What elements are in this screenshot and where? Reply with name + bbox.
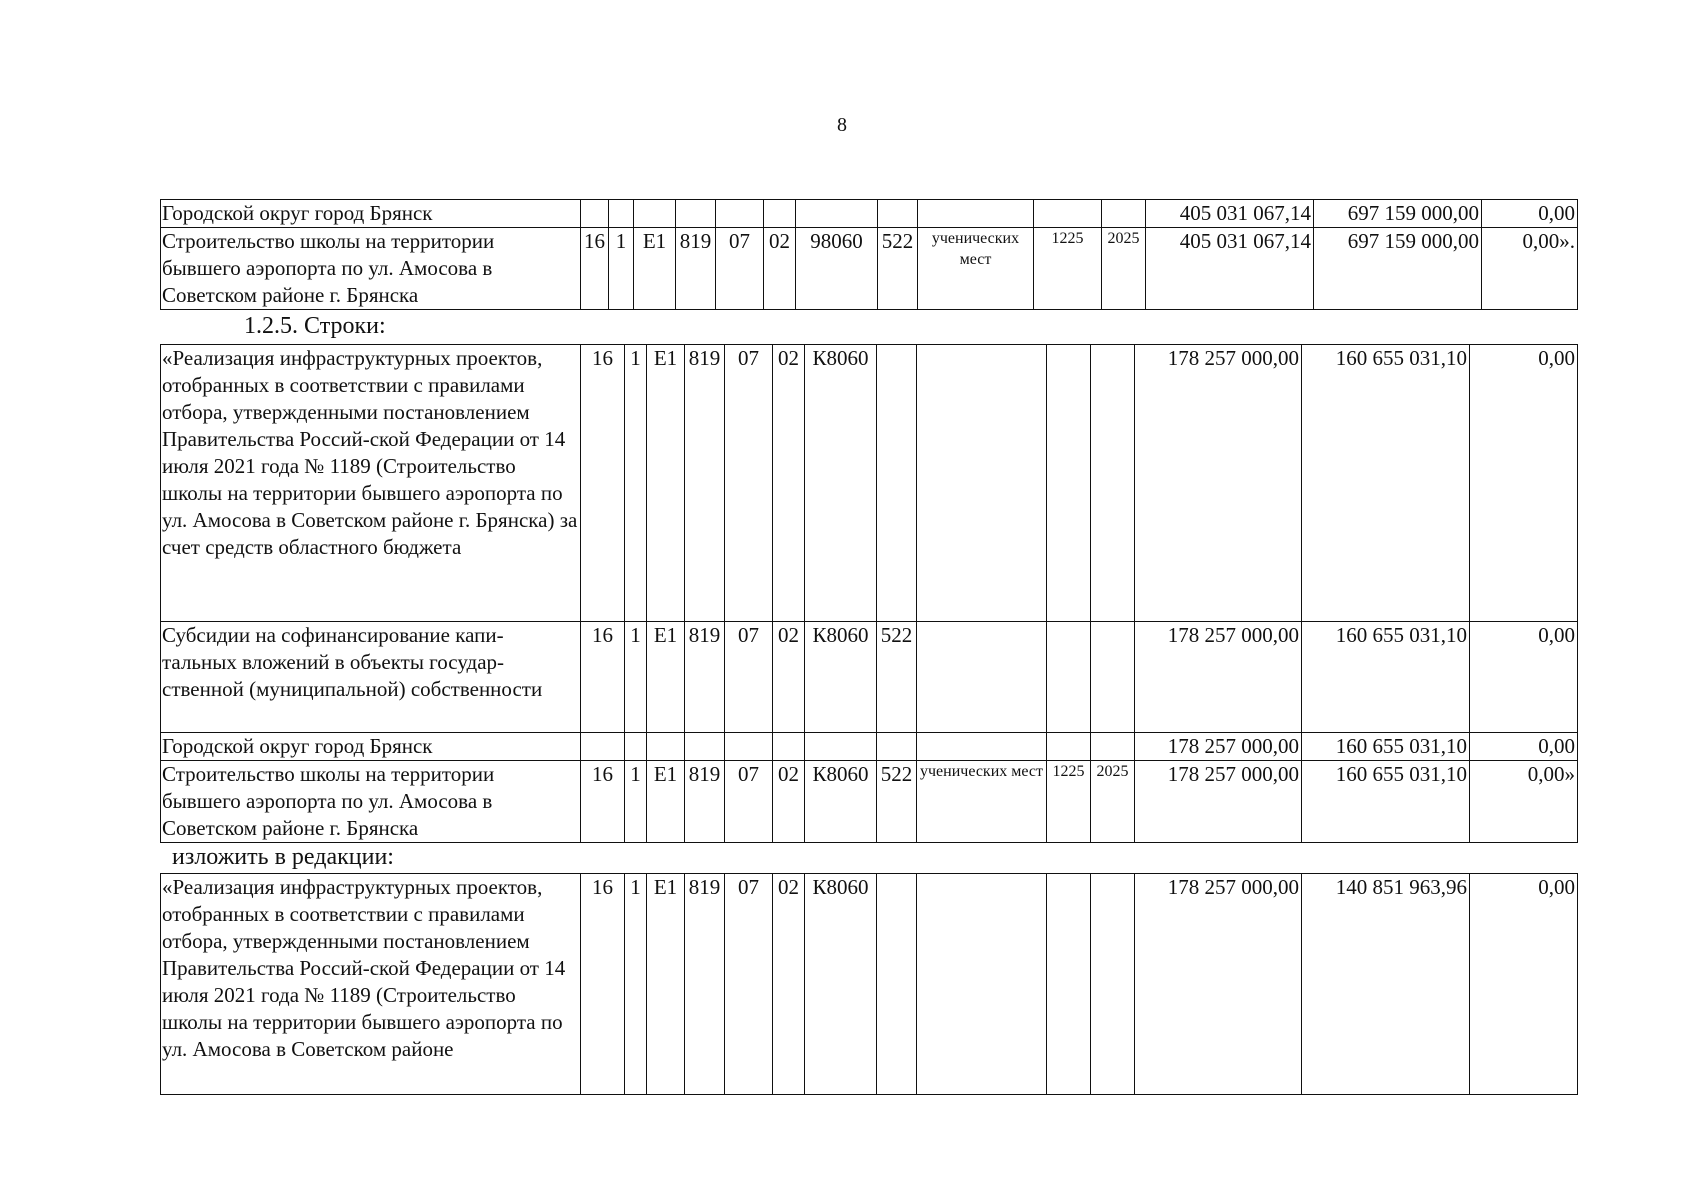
code-cell: Е1 — [634, 228, 676, 310]
row-name: Городской округ город Брянск — [161, 733, 581, 761]
page-number: 8 — [837, 114, 847, 136]
code-cell: 819 — [685, 345, 725, 622]
year-cell — [1091, 622, 1135, 733]
amount-cell: 405 031 067,14 — [1146, 228, 1314, 310]
amount-cell: 697 159 000,00 — [1314, 200, 1482, 228]
code-cell: 522 — [877, 761, 917, 843]
table-row — [161, 761, 1578, 843]
amount-cell: 160 655 031,10 — [1302, 345, 1470, 622]
code-cell: 819 — [685, 761, 725, 843]
code-cell: К8060 — [805, 874, 877, 1095]
code-cell: 07 — [725, 874, 773, 1095]
unit-cell: ученических мест — [918, 228, 1034, 310]
code-cell — [725, 733, 773, 761]
amount-cell: 160 655 031,10 — [1302, 733, 1470, 761]
code-cell — [634, 200, 676, 228]
capacity-cell — [1047, 733, 1091, 761]
row-name: Городской округ город Брянск — [161, 200, 581, 228]
amount-cell: 140 851 963,96 — [1302, 874, 1470, 1095]
amount-cell: 697 159 000,00 — [1314, 228, 1482, 310]
code-cell — [581, 733, 625, 761]
code-cell: 16 — [581, 761, 625, 843]
code-cell — [805, 733, 877, 761]
table-row — [161, 733, 1578, 761]
amount-cell: 0,00 — [1470, 622, 1578, 733]
code-cell: 819 — [676, 228, 716, 310]
code-cell: 02 — [764, 228, 796, 310]
code-cell: 16 — [581, 345, 625, 622]
amount-cell: 405 031 067,14 — [1146, 200, 1314, 228]
capacity-cell — [1034, 200, 1102, 228]
code-cell — [647, 733, 685, 761]
year-cell: 2025 — [1091, 761, 1135, 843]
year-cell — [1091, 345, 1135, 622]
code-cell: 16 — [581, 622, 625, 733]
budget-table-rows — [160, 344, 1578, 843]
code-cell: 07 — [716, 228, 764, 310]
amount-cell: 160 655 031,10 — [1302, 761, 1470, 843]
code-cell: 16 — [581, 228, 609, 310]
code-cell — [764, 200, 796, 228]
code-cell: 819 — [685, 874, 725, 1095]
code-cell: 02 — [773, 622, 805, 733]
code-cell — [716, 200, 764, 228]
capacity-cell: 1225 — [1034, 228, 1102, 310]
code-cell: К8060 — [805, 345, 877, 622]
code-cell: 07 — [725, 622, 773, 733]
code-cell: Е1 — [647, 345, 685, 622]
unit-cell — [917, 622, 1047, 733]
table-row — [161, 228, 1578, 310]
budget-table-previous-part — [160, 199, 1578, 310]
budget-table-revised — [160, 873, 1578, 1095]
code-cell: Е1 — [647, 622, 685, 733]
amount-cell: 0,00». — [1482, 228, 1578, 310]
table-row — [161, 200, 1578, 228]
amount-cell: 178 257 000,00 — [1135, 733, 1302, 761]
code-cell: 07 — [725, 345, 773, 622]
year-cell — [1091, 733, 1135, 761]
code-cell — [877, 345, 917, 622]
amount-cell: 178 257 000,00 — [1135, 874, 1302, 1095]
code-cell: 02 — [773, 761, 805, 843]
unit-cell — [917, 345, 1047, 622]
capacity-cell: 1225 — [1047, 761, 1091, 843]
amount-cell: 160 655 031,10 — [1302, 622, 1470, 733]
capacity-cell — [1047, 345, 1091, 622]
code-cell: 1 — [625, 345, 647, 622]
code-cell — [877, 733, 917, 761]
unit-cell: ученических мест — [917, 761, 1047, 843]
code-cell: 02 — [773, 345, 805, 622]
code-cell: 1 — [625, 622, 647, 733]
section-heading-rows: 1.2.5. Строки: — [244, 313, 386, 339]
code-cell: 02 — [773, 874, 805, 1095]
row-name: «Реализация инфраструктурных проектов, отобранных в соответствии с правилами отбора, утвержденными постановлением Правительства Россий-ской Федерации от 14 июля 2021 года № 1189 (Строительство школы на территории бывшего аэропорта по ул. Амосова в Советском районе г. Брянска) за счет средств областного бюджета — [161, 345, 581, 622]
amount-cell: 0,00 — [1470, 874, 1578, 1095]
table-row — [161, 345, 1578, 622]
code-cell: 16 — [581, 874, 625, 1095]
capacity-cell — [1047, 622, 1091, 733]
code-cell: 1 — [609, 228, 634, 310]
code-cell: К8060 — [805, 761, 877, 843]
row-name: «Реализация инфраструктурных проектов, отобранных в соответствии с правилами отбора, утвержденными постановлением Правительства Россий-ской Федерации от 14 июля 2021 года № 1189 (Строительство школы на территории бывшего аэропорта по ул. Амосова в Советском районе — [161, 874, 581, 1095]
code-cell — [796, 200, 878, 228]
amount-cell: 0,00 — [1470, 345, 1578, 622]
code-cell — [676, 200, 716, 228]
capacity-cell — [1047, 874, 1091, 1095]
code-cell: Е1 — [647, 761, 685, 843]
amount-cell: 178 257 000,00 — [1135, 622, 1302, 733]
year-cell — [1091, 874, 1135, 1095]
year-cell: 2025 — [1102, 228, 1146, 310]
code-cell — [685, 733, 725, 761]
amount-cell: 178 257 000,00 — [1135, 345, 1302, 622]
code-cell — [625, 733, 647, 761]
unit-cell — [917, 733, 1047, 761]
code-cell: Е1 — [647, 874, 685, 1095]
amount-cell: 178 257 000,00 — [1135, 761, 1302, 843]
table-row — [161, 874, 1578, 1095]
code-cell: 1 — [625, 874, 647, 1095]
code-cell — [877, 874, 917, 1095]
unit-cell — [918, 200, 1034, 228]
table-row — [161, 622, 1578, 733]
code-cell — [773, 733, 805, 761]
code-cell: 522 — [877, 622, 917, 733]
row-name: Строительство школы на территории бывшего аэропорта по ул. Амосова в Советском районе г. Брянска — [161, 761, 581, 843]
code-cell — [609, 200, 634, 228]
code-cell: 1 — [625, 761, 647, 843]
unit-cell — [917, 874, 1047, 1095]
code-cell: 98060 — [796, 228, 878, 310]
amount-cell: 0,00 — [1470, 733, 1578, 761]
year-cell — [1102, 200, 1146, 228]
code-cell: К8060 — [805, 622, 877, 733]
row-name: Строительство школы на территории бывшего аэропорта по ул. Амосова в Советском районе г. Брянска — [161, 228, 581, 310]
row-name: Субсидии на софинансирование капи-тальных вложений в объекты государ-ственной (муниципальной) собственности — [161, 622, 581, 733]
code-cell: 07 — [725, 761, 773, 843]
code-cell — [581, 200, 609, 228]
amount-cell: 0,00 — [1482, 200, 1578, 228]
code-cell — [878, 200, 918, 228]
code-cell: 819 — [685, 622, 725, 733]
section-heading-revision: изложить в редакции: — [172, 844, 394, 870]
code-cell: 522 — [878, 228, 918, 310]
amount-cell: 0,00» — [1470, 761, 1578, 843]
